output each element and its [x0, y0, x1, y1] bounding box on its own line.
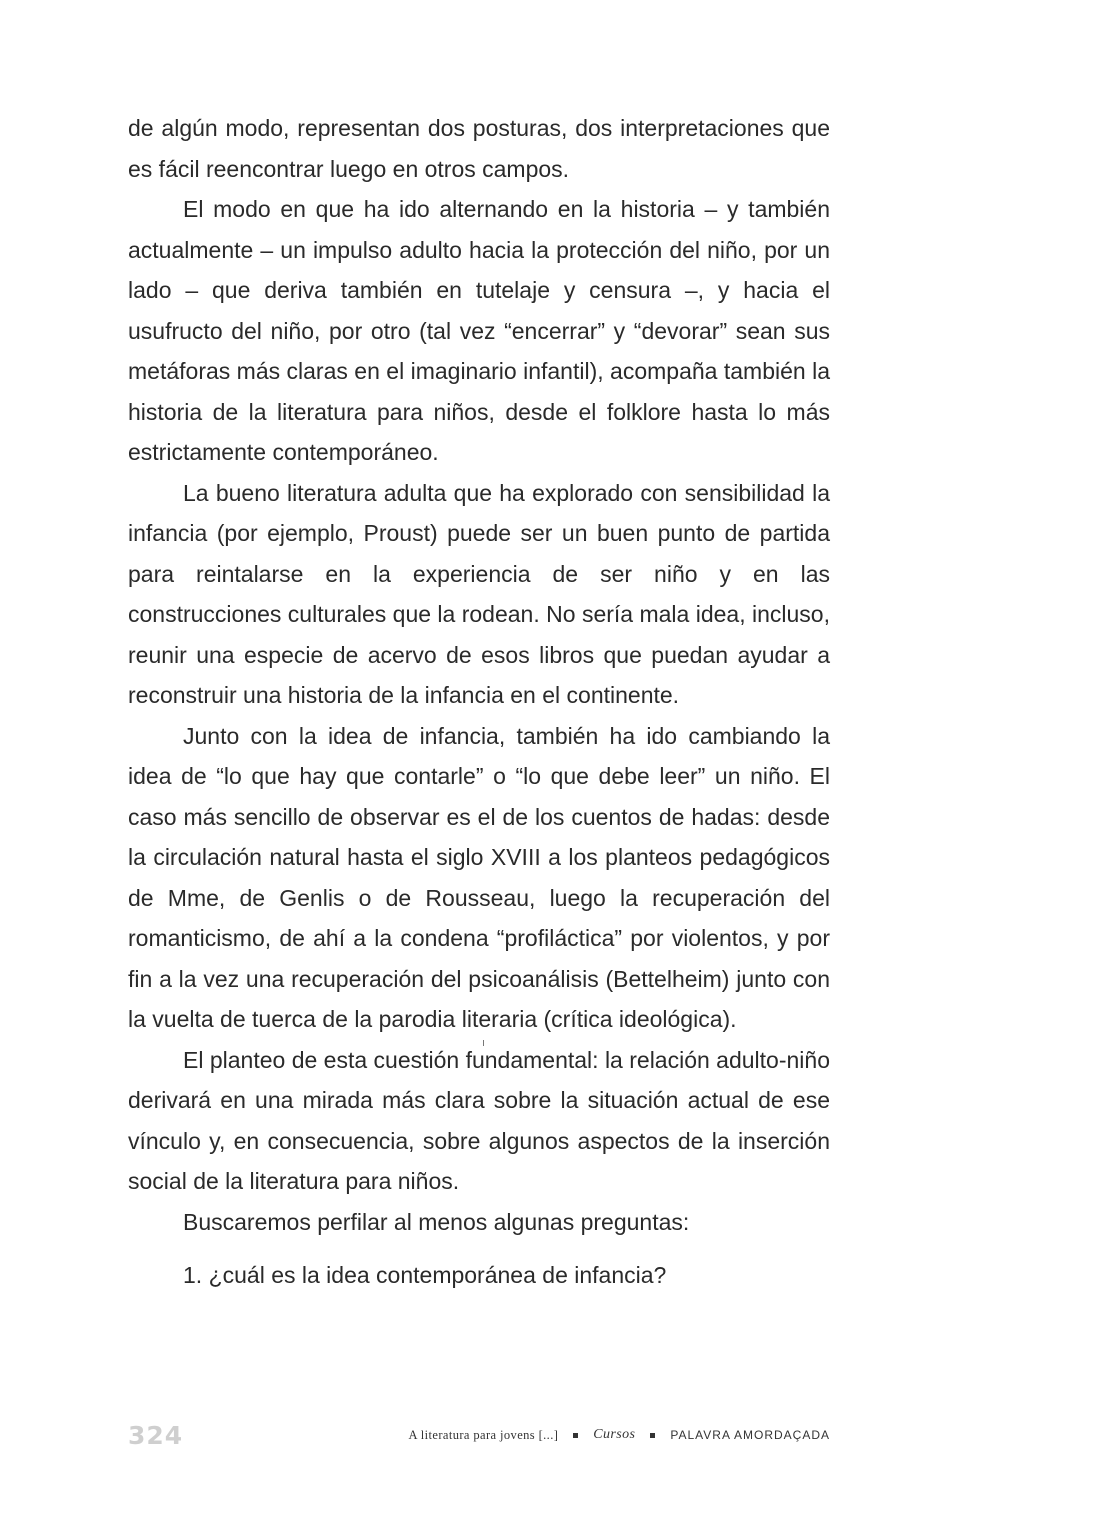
paragraph: Junto con la idea de infancia, también ha ido cambiando la idea de “lo que hay que contarle” o “lo que debe leer” un niño. El caso más sencillo de observar es el de los cuentos de hadas: desde la circulación natural hasta el siglo XVIII a los planteos pedagógicos de Mme, de Genlis o de Rousseau, luego la recuperación del romanticismo, de ahí a la condena “profiláctica” por violentos, y por fin a la vez una recuperación del psicoanálisis (Bettelheim) junto con la vuelta de tuerca de la parodia literaria (crítica ideológica).	[128, 722, 830, 1032]
paragraph: Buscaremos perfilar al menos algunas preguntas:	[183, 1208, 690, 1235]
book-title: A literatura para jovens [...]	[408, 1427, 559, 1442]
paragraph: La bueno literatura adulta que ha explorado con sensibilidad la infancia (por ejemplo, Proust) puede ser un buen punto de partida para reintalarse en la experiencia de ser niño y en las construcciones culturales que la rodean. No sería mala idea, incluso, reunir una especie de acervo de esos libros que puedan ayudar a reconstruir una historia de la infancia en el continente.	[128, 479, 830, 708]
series-name: Cursos	[593, 1427, 636, 1442]
running-head	[409, 1427, 831, 1443]
separator-bullet-icon	[573, 1433, 578, 1438]
paragraph: El modo en que ha ido alternando en la historia – y también actualmente – un impulso adulto hacia la protección del niño, por un lado – que deriva también en tutelaje y censura –, y hacia el usufructo del niño, por otro (tal vez “encerrar” y “devorar” sean sus metáforas más claras en el imaginario infantil), acompaña también la historia de la literatura para niños, desde el folklore hasta lo más estrictamente contemporáneo.	[128, 196, 830, 465]
separator-bullet-icon	[650, 1433, 655, 1438]
body-text	[128, 108, 830, 1296]
collection-name: PALAVRA AMORDAÇADA	[670, 1428, 830, 1442]
paragraph: El planteo de esta cuestión fundamental: la relación adulto-niño derivará en una mirada más clara sobre la situación actual de ese vínculo y, en consecuencia, sobre algunos aspectos de la inserción social de la literatura para niños.	[128, 1046, 830, 1194]
paragraph-continuation: de algún modo, representan dos posturas, dos interpretaciones que es fácil reencontrar luego en otros campos.	[128, 115, 830, 182]
page-footer	[128, 1420, 830, 1450]
list-item: 1. ¿cuál es la idea contemporánea de infancia?	[183, 1262, 667, 1288]
scan-artifact	[483, 1040, 484, 1046]
page-number: 324	[128, 1420, 184, 1450]
